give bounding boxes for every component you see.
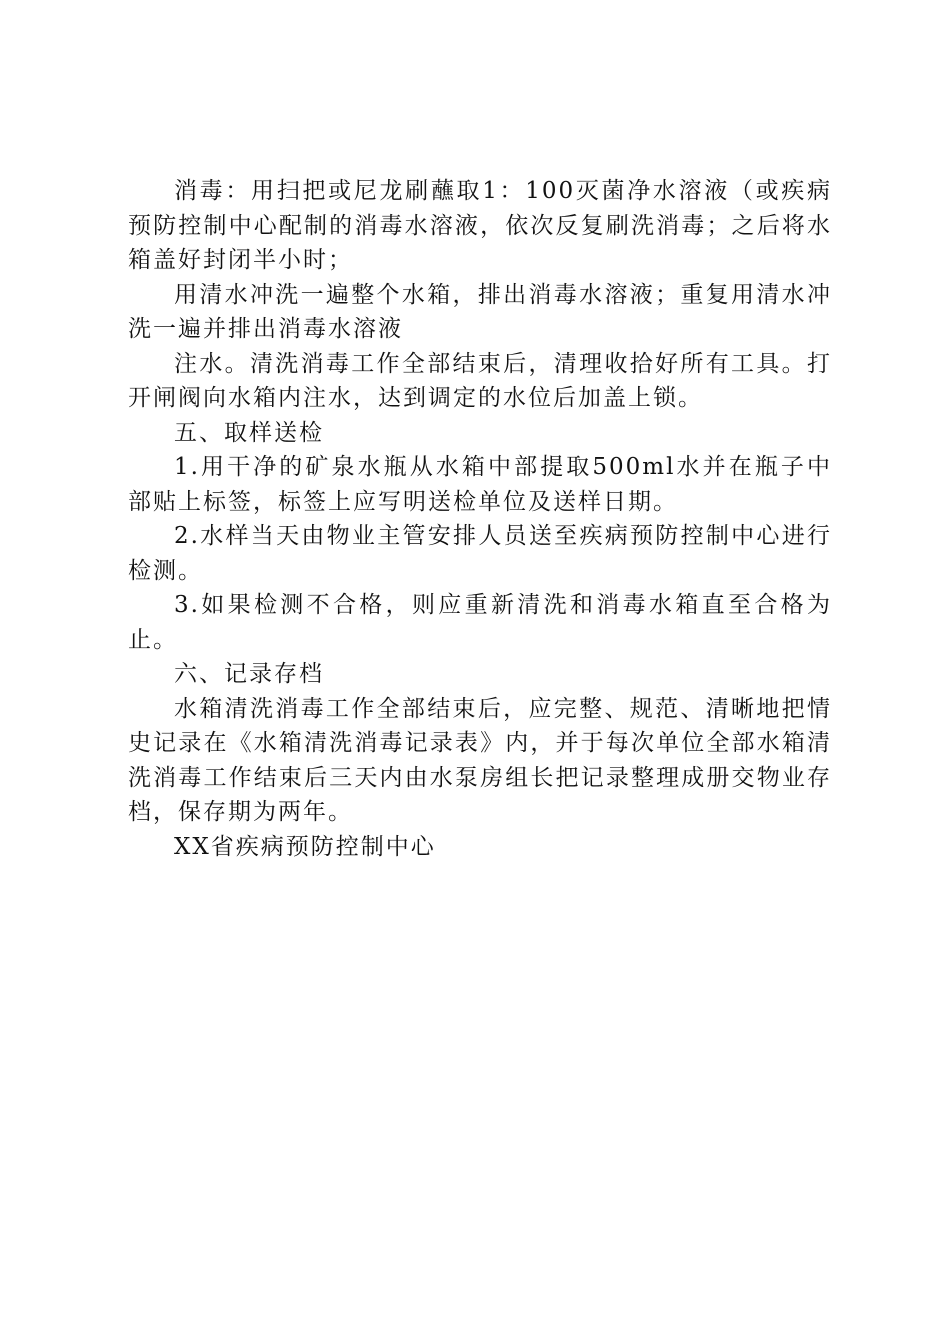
section-heading-sampling: 五、取样送检 — [174, 419, 324, 446]
paragraph-rinse: 用清水冲洗一遍整个水箱，排出消毒水溶液；重复用清水冲洗一遍并排出消毒水溶液 — [128, 281, 832, 342]
paragraph-records: 水箱清洗消毒工作全部结束后，应完整、规范、清晰地把情史记录在《水箱清洗消毒记录表》内，并于每次单位全部水箱清洗消毒工作结束后三天内由水泵房组长把记录整理成册交物业存档，保存期为两年。 — [128, 695, 832, 825]
document-page — [128, 174, 832, 864]
paragraph-disinfection: 消毒：用扫把或尼龙刷蘸取1：100灭菌净水溶液（或疾病预防控制中心配制的消毒水溶液，依次反复刷洗消毒；之后将水箱盖好封闭半小时； — [128, 178, 832, 273]
paragraph-sampling-step-3: 3.如果检测不合格，则应重新清洗和消毒水箱直至合格为止。 — [128, 592, 832, 653]
signature-organization: XX省疾病预防控制中心 — [174, 833, 436, 860]
paragraph-sampling-step-1: 1.用干净的矿泉水瓶从水箱中部提取500ml水并在瓶子中部贴上标签，标签上应写明送检单位及送样日期。 — [128, 454, 832, 515]
paragraph-fill-water: 注水。清洗消毒工作全部结束后，清理收拾好所有工具。打开闸阀向水箱内注水，达到调定的水位后加盖上锁。 — [128, 350, 832, 411]
paragraph-sampling-step-2: 2.水样当天由物业主管安排人员送至疾病预防控制中心进行检测。 — [128, 523, 832, 584]
section-heading-records: 六、记录存档 — [174, 661, 324, 687]
